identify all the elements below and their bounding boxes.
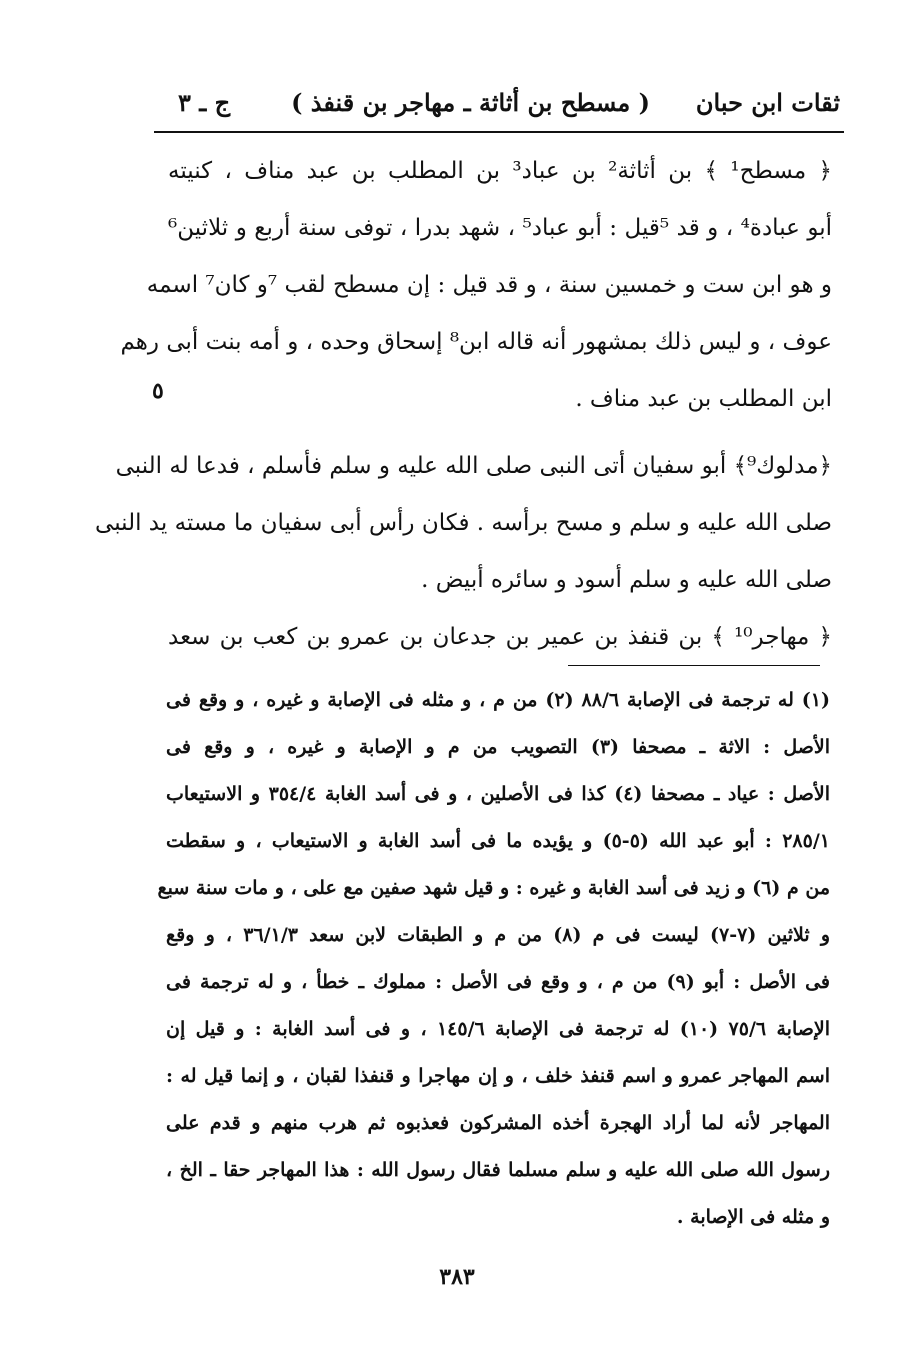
header-rule: [154, 131, 844, 133]
text-line: ﴿ مهاجر¹⁰ ﴾ بن قنفذ بن عمير بن جدعان بن عمرو بن كعب بن سعد: [168, 624, 833, 650]
text-line: ﴿ مسطح¹ ﴾ بن أثاثة² بن عباد³ بن المطلب بن عبد مناف ، كنيته: [168, 158, 832, 184]
footnote-line: المهاجر لأنه لما أراد الهجرة أخذه المشركون فعذبوه ثم هرب منهم و قدم على: [166, 1112, 830, 1134]
footnote-line: و ثلاثين (٧-٧) ليست فى م (٨) من م و الطبقات لابن سعد ٣٦/١/٣ ، و وقع: [166, 924, 830, 946]
footnote-line: اسم المهاجر عمرو و اسم قنفذ خلف ، و إن مهاجرا و قنفذا لقبان ، و إنما قيل له :: [166, 1065, 830, 1087]
text-line: صلى الله عليه و سلم أسود و سائره أبيض .: [421, 567, 832, 593]
entry-range: ( مسطح بن أثاثة ـ مهاجر بن قنفذ ): [291, 88, 650, 117]
main-text: [95, 143, 833, 666]
footnote-line: من م (٦) و زيد فى أسد الغابة و غيره : و قيل شهد صفين مع على ، و مات سنة سبع: [157, 877, 830, 899]
footnote-line: الإصابة ٧٥/٦ (١٠) له ترجمة فى الإصابة ١٤٥/٦ ، و فى أسد الغابة : و قيل إن: [166, 1018, 830, 1040]
text-line: عوف ، و ليس ذلك بمشهور أنه قاله ابن⁸ إسحاق وحده ، و أمه بنت أبى رهم: [120, 329, 832, 355]
text-line: ابن المطلب بن عبد مناف .: [575, 386, 832, 412]
footnote-line: فى الأصل : أبو (٩) من م ، و وقع فى الأصل : مملوك ـ خطأ ، و له ترجمة فى: [166, 971, 830, 993]
footnote-line: و مثله فى الإصابة .: [676, 1206, 830, 1228]
footnotes: [157, 677, 831, 1241]
text-line: أبو عبادة⁴ ، و قد ⁵قيل : أبو عباد⁵ ، شهد بدرا ، توفى سنة أربع و ثلاثين⁶: [168, 215, 833, 241]
book-title: ثقات ابن حبان: [695, 88, 840, 117]
page-number: ٣٨٣: [439, 1264, 475, 1290]
text-line: صلى الله عليه و سلم و مسح برأسه . فكان رأس أبى سفيان ما مسته يد النبى: [95, 510, 832, 536]
footnote-line: الأصل : عياد ـ مصحفا (٤) كذا فى الأصلين ، و فى أسد الغابة ٣٥٤/٤ و الاستيعاب: [166, 783, 831, 805]
footnote-line: ٢٨٥/١ : أبو عبد الله (٥-٥) و يؤيده ما فى أسد الغابة و الاستيعاب ، و سقطت: [166, 830, 830, 852]
paragraph-gap: [168, 428, 832, 438]
footnote-line: رسول الله صلى الله عليه و سلم مسلما فقال رسول الله : هذا المهاجر حقا ـ الخ ،: [166, 1159, 830, 1181]
text-line: و هو ابن ست و خمسين سنة ، و قد قيل : إن مسطح لقب ⁷و كان⁷ اسمه: [146, 272, 832, 298]
footnote-line: (١) له ترجمة فى الإصابة ٨٨/٦ (٢) من م ، و مثله فى الإصابة و غيره ، و وقع فى: [166, 689, 831, 711]
text-line: ﴿مدلوك⁹﴾ أبو سفيان أتى النبى صلى الله عليه و سلم فأسلم ، فدعا له النبى: [115, 453, 832, 479]
line-number-marker: ٥: [152, 378, 164, 404]
volume-number: ج ـ ٣: [178, 88, 231, 117]
footnote-line: الأصل : الاثة ـ مصحفا (٣) التصويب من م و الإصابة و غيره ، و وقع فى: [166, 736, 830, 758]
running-header: [160, 80, 840, 126]
footnote-rule: [568, 665, 820, 666]
